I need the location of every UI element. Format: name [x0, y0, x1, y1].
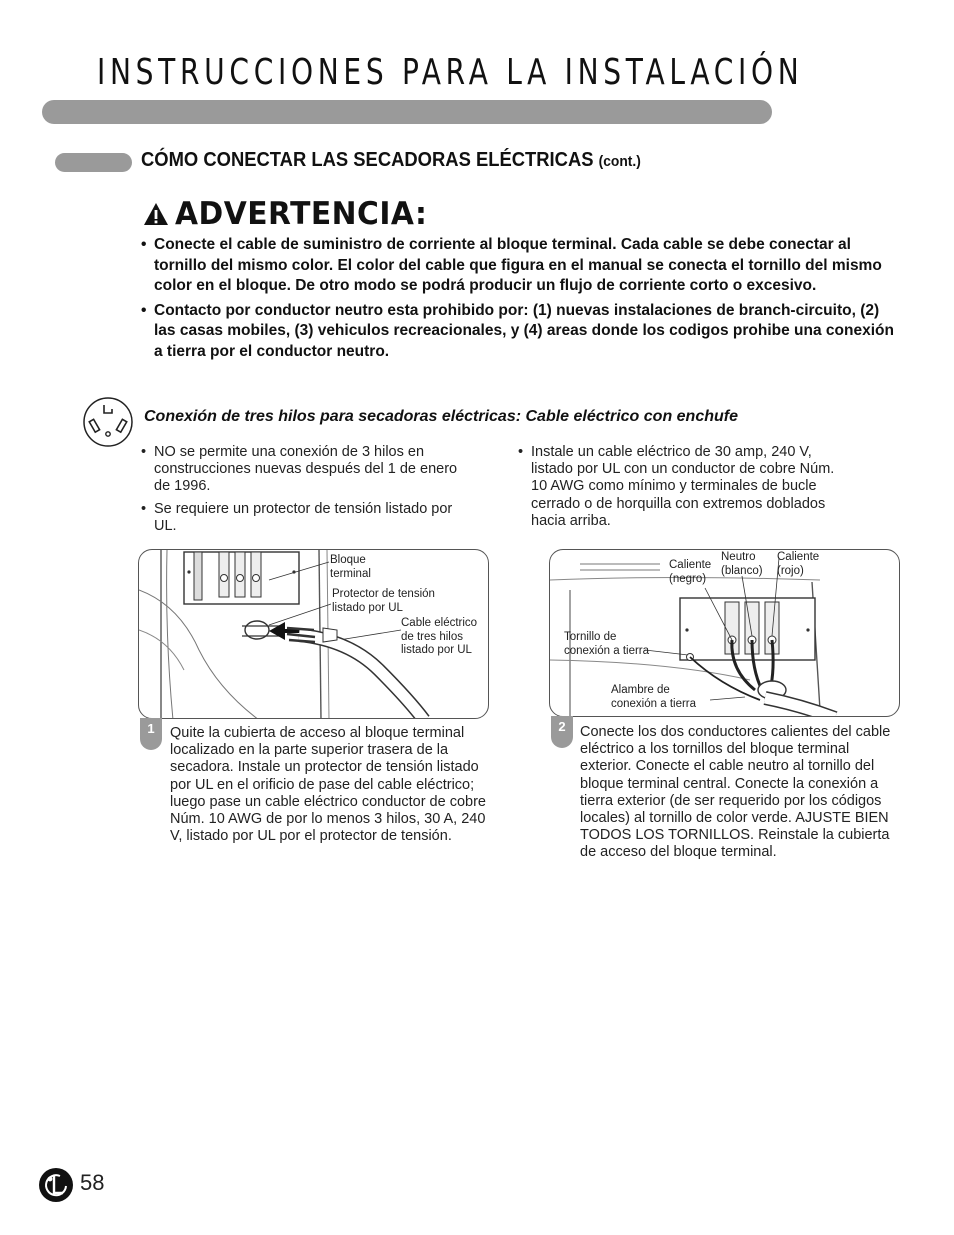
lg-logo-icon [38, 1167, 74, 1203]
warning-item: • Conecte el cable de suministro de corriente al bloque terminal. Cada cable se debe conectar al tornillo del mismo color. El color del cable que figura en el manual se conecta el tornillo del mismo color en el bloque. De otro modo se podrá producir un flujo de corriente corto o excesivo. [141, 235, 901, 297]
right-bullet-list [518, 444, 848, 535]
title-bar [42, 100, 772, 124]
warning-list [141, 235, 901, 366]
callout-hot-black: Caliente (negro) [669, 559, 712, 585]
callout-terminal-block: Bloque terminal [330, 554, 371, 580]
bullet-item: • Se requiere un protector de tensión listado por UL. [141, 501, 476, 535]
callout-ground-wire: Alambre de conexión a tierra [611, 684, 697, 710]
callout-hot-red: Caliente (rojo) [777, 551, 820, 577]
section-heading [141, 149, 641, 172]
step-2-badge: 2 [551, 716, 573, 748]
subsection-heading: Conexión de tres hilos para secadoras eléctricas: Cable eléctrico con enchufe [144, 408, 738, 425]
section-heading-suffix: (cont.) [598, 153, 641, 170]
three-prong-outlet-icon [82, 396, 134, 448]
warning-item: • Contacto por conductor neutro esta prohibido por: (1) nuevas instalaciones de branch-circuito, (2) las casas mobiles, (3) vehiculos recreacionales, y (4) areas donde los codigos prohibe una conexión a tierra por el conductor neutro. [141, 301, 901, 363]
warning-title-text: ADVERTENCIA: [175, 196, 428, 232]
bullet-item: • NO se permite una conexión de 3 hilos en construcciones nuevas después del 1 de enero de 1996. [141, 444, 476, 496]
section-pill [55, 153, 132, 172]
callout-three-wire-cable: Cable eléctrico de tres hilos listado por UL [401, 617, 478, 656]
callout-strain-relief: Protector de tensión listado por UL [332, 588, 435, 614]
page-title: INSTRUCCIONES PARA LA INSTALACIÓN [97, 52, 804, 93]
step-2-text: Conecte los dos conductores calientes del cable eléctrico a los tornillos del bloque terminal exterior. Conecte el cable neutro al tornillo del bloque terminal central. Conecte la conexión a tierra exterior (de ser requerido por los códigos locales) al tornillo de color verde. AJUSTE BIEN TODOS LOS TORNILLOS. Reinstale la cubierta de acceso del bloque terminal. [580, 724, 891, 861]
step-1-badge: 1 [140, 718, 162, 750]
bullet-item: • Instale un cable eléctrico de 30 amp, 240 V, listado por UL con un conductor de cobre Núm. 10 AWG como mínimo y terminales de bucle cerrado o de horquilla con extremos doblados hacia arriba. [518, 444, 848, 530]
section-heading-text: CÓMO CONECTAR LAS SECADORAS ELÉCTRICAS [141, 149, 594, 171]
callout-neutral-white: Neutro (blanco) [721, 551, 763, 577]
page-number: 58 [80, 1170, 105, 1195]
step-1-text: Quite la cubierta de acceso al bloque terminal localizado en la parte superior trasera de la secadora. Instale un protector de tensión listado por UL en el orificio de pase del cable eléctrico; luego pase un cable eléctrico conductor de cobre Núm. 10 AWG de por lo menos 3 hilos, 30 A, 240 V, listado por UL por el protector de tensión. [170, 725, 486, 845]
warning-title [143, 196, 438, 232]
callout-ground-screw: Tornillo de conexión a tierra [564, 631, 650, 657]
left-bullet-list [141, 444, 476, 540]
warning-triangle-icon [143, 202, 169, 226]
